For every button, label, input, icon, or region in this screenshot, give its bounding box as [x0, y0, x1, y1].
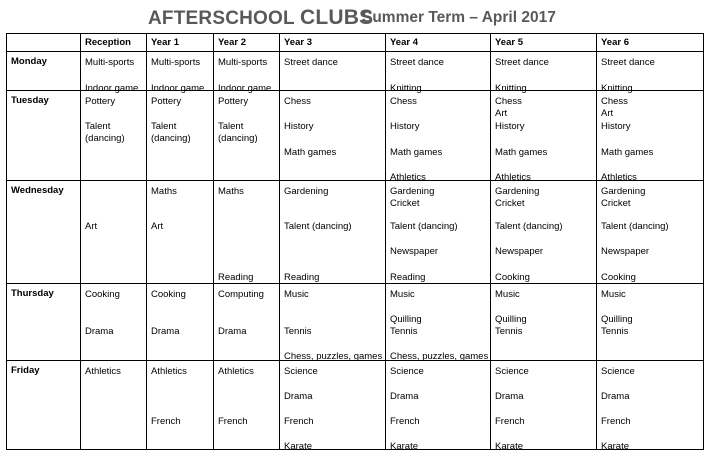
- club-entry: (dancing): [151, 133, 191, 144]
- club-entry: Knitting: [601, 83, 633, 94]
- club-entry: Chess, puzzles, games: [390, 351, 489, 362]
- club-entry: Street dance: [495, 57, 549, 68]
- club-entry: Science: [601, 366, 635, 377]
- club-entry: Karate: [495, 441, 523, 452]
- club-entry: Talent (dancing): [390, 221, 458, 232]
- club-cell: [597, 52, 704, 94]
- club-entry: (dancing): [218, 133, 258, 144]
- club-cell: [147, 361, 214, 450]
- column-header: Year 1: [151, 37, 179, 48]
- club-cell: [386, 91, 491, 181]
- club-entry: History: [284, 121, 314, 132]
- club-entry: Math games: [495, 147, 548, 158]
- club-entry: Newspaper: [495, 246, 544, 257]
- header-cell: [147, 34, 214, 52]
- club-entry: Street dance: [284, 57, 338, 68]
- club-entry: Tennis: [284, 326, 312, 337]
- day-cell: [7, 91, 81, 181]
- club-entry: Chess: [495, 96, 522, 107]
- club-entry: Drama: [284, 391, 313, 402]
- club-cell: [214, 181, 280, 284]
- club-entry: Athletics: [151, 366, 187, 377]
- club-entry: Cricket: [495, 198, 525, 209]
- day-label: Wednesday: [11, 185, 64, 196]
- day-cell: [7, 361, 81, 450]
- day-label: Thursday: [11, 288, 54, 299]
- day-cell: [7, 52, 81, 91]
- timetable: [6, 33, 704, 450]
- club-entry: Cricket: [390, 198, 420, 209]
- club-entry: Computing: [218, 289, 264, 300]
- club-entry: Street dance: [601, 57, 655, 68]
- club-entry: French: [151, 416, 181, 427]
- club-cell: [81, 181, 147, 284]
- header-row: [7, 34, 704, 52]
- club-entry: Tennis: [390, 326, 418, 337]
- club-entry: Math games: [390, 147, 443, 158]
- club-entry: Reading: [390, 272, 426, 283]
- table-row: [7, 284, 704, 361]
- club-entry: Music: [601, 289, 626, 300]
- club-entry: Street dance: [390, 57, 444, 68]
- club-cell: [491, 284, 597, 361]
- club-entry: History: [601, 121, 631, 132]
- title-emphasis: CLUBS: [299, 6, 374, 29]
- club-entry: Drama: [390, 391, 419, 402]
- club-entry: Art: [151, 221, 164, 232]
- column-header: Year 4: [390, 37, 418, 48]
- club-entry: Math games: [284, 147, 337, 158]
- club-entry: Multi-sports: [218, 57, 268, 68]
- column-header: Year 2: [218, 37, 246, 48]
- club-entry: Tennis: [601, 326, 629, 337]
- club-entry: Pottery: [85, 96, 116, 107]
- club-entry: Knitting: [495, 83, 527, 94]
- club-cell: [597, 361, 704, 450]
- table-row: [7, 361, 704, 450]
- club-cell: [491, 91, 597, 181]
- day-label: Monday: [11, 56, 47, 67]
- club-entry: History: [495, 121, 525, 132]
- club-entry: Cooking: [495, 272, 530, 283]
- club-entry: Pottery: [218, 96, 249, 107]
- club-entry: Cooking: [601, 272, 636, 283]
- club-cell: [280, 52, 386, 91]
- club-entry: Quilling: [390, 314, 422, 325]
- header-cell: [214, 34, 280, 52]
- club-cell: [214, 361, 280, 450]
- column-header: Reception: [85, 37, 131, 48]
- club-cell: [280, 361, 386, 450]
- club-entry: Chess: [284, 96, 311, 107]
- club-entry: Multi-sports: [85, 57, 135, 68]
- club-cell: [280, 181, 386, 284]
- club-entry: Pottery: [151, 96, 182, 107]
- club-cell: [491, 181, 597, 284]
- club-cell: [147, 52, 214, 94]
- page-title: [0, 4, 710, 32]
- club-entry: French: [218, 416, 248, 427]
- club-cell: [214, 52, 280, 94]
- club-cell: [597, 181, 704, 284]
- title-main: [148, 6, 373, 30]
- header-cell: [280, 34, 386, 52]
- club-entry: Science: [495, 366, 529, 377]
- club-entry: Gardening: [284, 186, 329, 197]
- club-entry: Maths: [151, 186, 177, 197]
- club-entry: Music: [284, 289, 309, 300]
- club-entry: Quilling: [601, 314, 633, 325]
- club-cell: [81, 91, 147, 181]
- club-cell: [386, 181, 491, 284]
- header-cell: [386, 34, 491, 52]
- club-cell: [386, 284, 491, 361]
- club-entry: Chess, puzzles, games: [284, 351, 383, 362]
- club-entry: Athletics: [601, 172, 637, 183]
- club-entry: Athletics: [85, 366, 121, 377]
- day-cell: [7, 181, 81, 284]
- club-entry: Talent: [85, 121, 111, 132]
- club-entry: Karate: [601, 441, 629, 452]
- club-entry: French: [284, 416, 314, 427]
- club-entry: Science: [284, 366, 318, 377]
- day-cell: [7, 284, 81, 361]
- club-entry: Athletics: [218, 366, 254, 377]
- club-cell: [81, 361, 147, 450]
- club-entry: Music: [390, 289, 415, 300]
- club-entry: Talent: [218, 121, 244, 132]
- column-header: Year 5: [495, 37, 523, 48]
- club-entry: (dancing): [85, 133, 125, 144]
- club-cell: [491, 52, 597, 94]
- club-cell: [214, 91, 280, 181]
- club-cell: [386, 52, 491, 94]
- club-entry: Athletics: [495, 172, 531, 183]
- day-label: Friday: [11, 365, 40, 376]
- table-row: [7, 181, 704, 284]
- club-cell: [147, 284, 214, 361]
- club-entry: Art: [85, 221, 98, 232]
- club-entry: Athletics: [390, 172, 426, 183]
- club-cell: [597, 91, 704, 181]
- club-entry: History: [390, 121, 420, 132]
- column-header: Year 6: [601, 37, 629, 48]
- club-entry: Drama: [85, 326, 114, 337]
- club-entry: Newspaper: [390, 246, 439, 257]
- header-cell: [491, 34, 597, 52]
- club-entry: Multi-sports: [151, 57, 201, 68]
- header-cell-corner: [7, 34, 81, 52]
- club-entry: Newspaper: [601, 246, 650, 257]
- table-row: [7, 91, 704, 181]
- club-cell: [491, 361, 597, 450]
- club-entry: Gardening: [390, 186, 435, 197]
- club-entry: Chess: [601, 96, 628, 107]
- club-entry: Music: [495, 289, 520, 300]
- header-cell: [597, 34, 704, 52]
- club-entry: Talent (dancing): [495, 221, 563, 232]
- club-entry: Indoor game: [85, 83, 139, 94]
- club-entry: French: [601, 416, 631, 427]
- club-entry: Drama: [495, 391, 524, 402]
- club-cell: [386, 361, 491, 450]
- club-entry: Math games: [601, 147, 654, 158]
- club-entry: French: [495, 416, 525, 427]
- club-entry: Quilling: [495, 314, 527, 325]
- club-entry: Karate: [284, 441, 312, 452]
- header-cell: [81, 34, 147, 52]
- club-cell: [214, 284, 280, 361]
- club-cell: [597, 284, 704, 361]
- club-entry: French: [390, 416, 420, 427]
- club-entry: Tennis: [495, 326, 523, 337]
- club-entry: Reading: [284, 272, 320, 283]
- club-entry: Indoor game: [151, 83, 205, 94]
- club-entry: Cooking: [151, 289, 186, 300]
- club-entry: Art: [495, 108, 508, 119]
- club-cell: [147, 91, 214, 181]
- club-entry: Drama: [601, 391, 630, 402]
- club-entry: Science: [390, 366, 424, 377]
- club-entry: Talent (dancing): [601, 221, 669, 232]
- club-entry: Drama: [218, 326, 247, 337]
- club-entry: Cooking: [85, 289, 120, 300]
- column-header: Year 3: [284, 37, 312, 48]
- title-subtitle: Summer Term – April 2017: [362, 9, 556, 26]
- club-entry: Karate: [390, 441, 418, 452]
- club-entry: Cricket: [601, 198, 631, 209]
- club-entry: Chess: [390, 96, 417, 107]
- club-entry: Gardening: [495, 186, 540, 197]
- club-entry: Maths: [218, 186, 244, 197]
- club-entry: Gardening: [601, 186, 646, 197]
- title-prefix: AFTERSCHOOL: [148, 8, 300, 29]
- club-entry: Knitting: [390, 83, 422, 94]
- club-entry: Reading: [218, 272, 254, 283]
- club-entry: Drama: [151, 326, 180, 337]
- table-row: [7, 52, 704, 91]
- club-entry: Indoor game: [218, 83, 272, 94]
- club-cell: [81, 52, 147, 94]
- club-cell: [280, 284, 386, 361]
- club-entry: Talent (dancing): [284, 221, 352, 232]
- club-entry: Talent: [151, 121, 177, 132]
- club-cell: [147, 181, 214, 284]
- club-cell: [81, 284, 147, 361]
- club-entry: Art: [601, 108, 614, 119]
- day-label: Tuesday: [11, 95, 49, 106]
- club-cell: [280, 91, 386, 181]
